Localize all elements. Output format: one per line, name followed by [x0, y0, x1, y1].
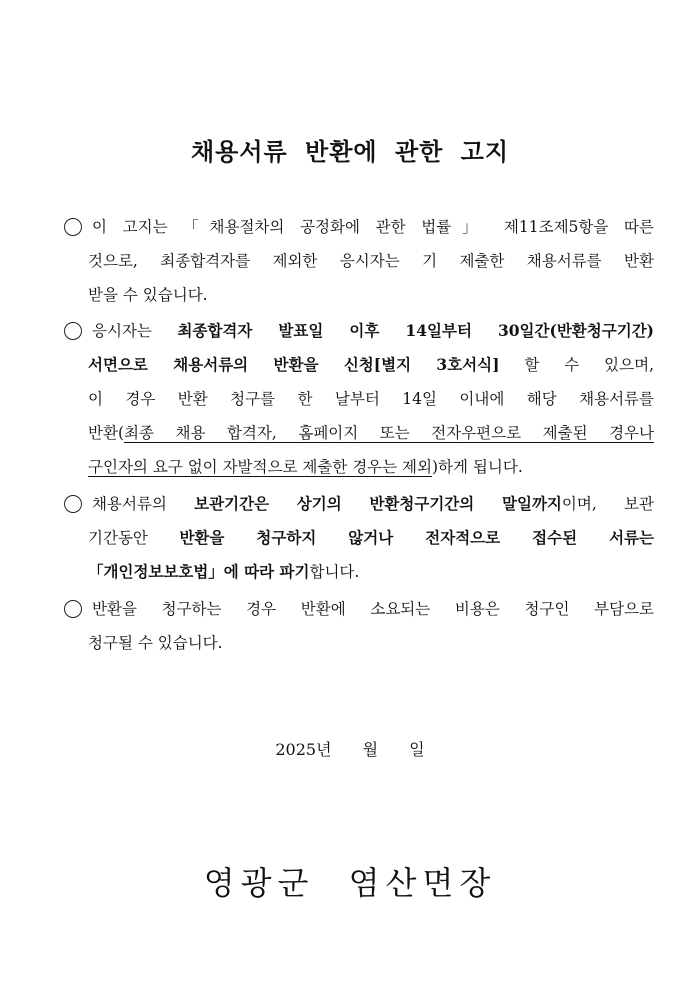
paragraph-3-text: 합니다. — [309, 563, 360, 581]
paragraph-1-line-3: 받을 수 있습니다. — [88, 286, 208, 304]
document-date: 2025년 월 일 — [275, 740, 425, 759]
circle-bullet-icon — [64, 322, 82, 340]
circle-bullet-icon — [64, 600, 82, 618]
paragraph-2-text: 응시자는 — [92, 322, 178, 340]
paragraph-2-bold-request: 서면으로 채용서류의 반환을 신청[별지 3호서식] — [88, 355, 500, 374]
paragraph-3-text: 기간동안 — [88, 529, 180, 547]
paragraph-4 — [64, 592, 654, 660]
paragraph-3-text: 채용서류의 — [92, 495, 195, 513]
paragraph-2-bold-period: 최종합격자 발표일 이후 14일부터 30일간(반환청구기간) — [177, 321, 655, 340]
paragraph-3-bold-law: 「개인정보보호법」에 따라 파기 — [88, 562, 310, 581]
document-signer: 영광군 염산면장 — [203, 864, 497, 902]
paragraph-4-line-2: 청구될 수 있습니다. — [88, 634, 223, 652]
paragraph-3-bold-destroy: 반환을 청구하지 않거나 전자적으로 접수된 서류는 — [179, 528, 654, 547]
paragraph-2-text: )하게 됩니다. — [432, 458, 523, 476]
paragraph-2-line-3: 이 경우 반환 청구를 한 날부터 14일 이내에 해당 채용서류를 — [88, 390, 654, 408]
paragraph-2-underlined-exception: 최종 채용 합격자, 홈페이지 또는 전자우편으로 제출된 경우나 — [124, 424, 654, 442]
paragraph-3-text: 이며, 보관 — [561, 495, 655, 513]
paragraph-2-text: 반환( — [88, 424, 124, 442]
paragraph-1-line-2: 것으로, 최종합격자를 제외한 응시자는 기 제출한 채용서류를 반환 — [88, 252, 654, 270]
document-title: 채용서류 반환에 관한 고지 — [190, 138, 510, 166]
circle-bullet-icon — [64, 495, 82, 513]
paragraph-2-underlined-exception: 구인자의 요구 없이 자발적으로 제출한 경우는 제외 — [88, 458, 432, 476]
paragraph-1-line-1: 이 고지는 「채용절차의 공정화에 관한 법률」 제11조제5항을 따른 — [92, 218, 654, 236]
paragraph-4-line-1: 반환을 청구하는 경우 반환에 소요되는 비용은 청구인 부담으로 — [92, 600, 654, 618]
paragraph-2-text: 할 수 있으며, — [499, 356, 654, 374]
paragraph-2 — [64, 314, 654, 484]
paragraph-3 — [64, 487, 654, 589]
circle-bullet-icon — [64, 218, 82, 236]
paragraph-3-bold-retention: 보관기간은 상기의 반환청구기간의 말일까지 — [194, 494, 562, 513]
paragraph-1 — [64, 210, 654, 312]
